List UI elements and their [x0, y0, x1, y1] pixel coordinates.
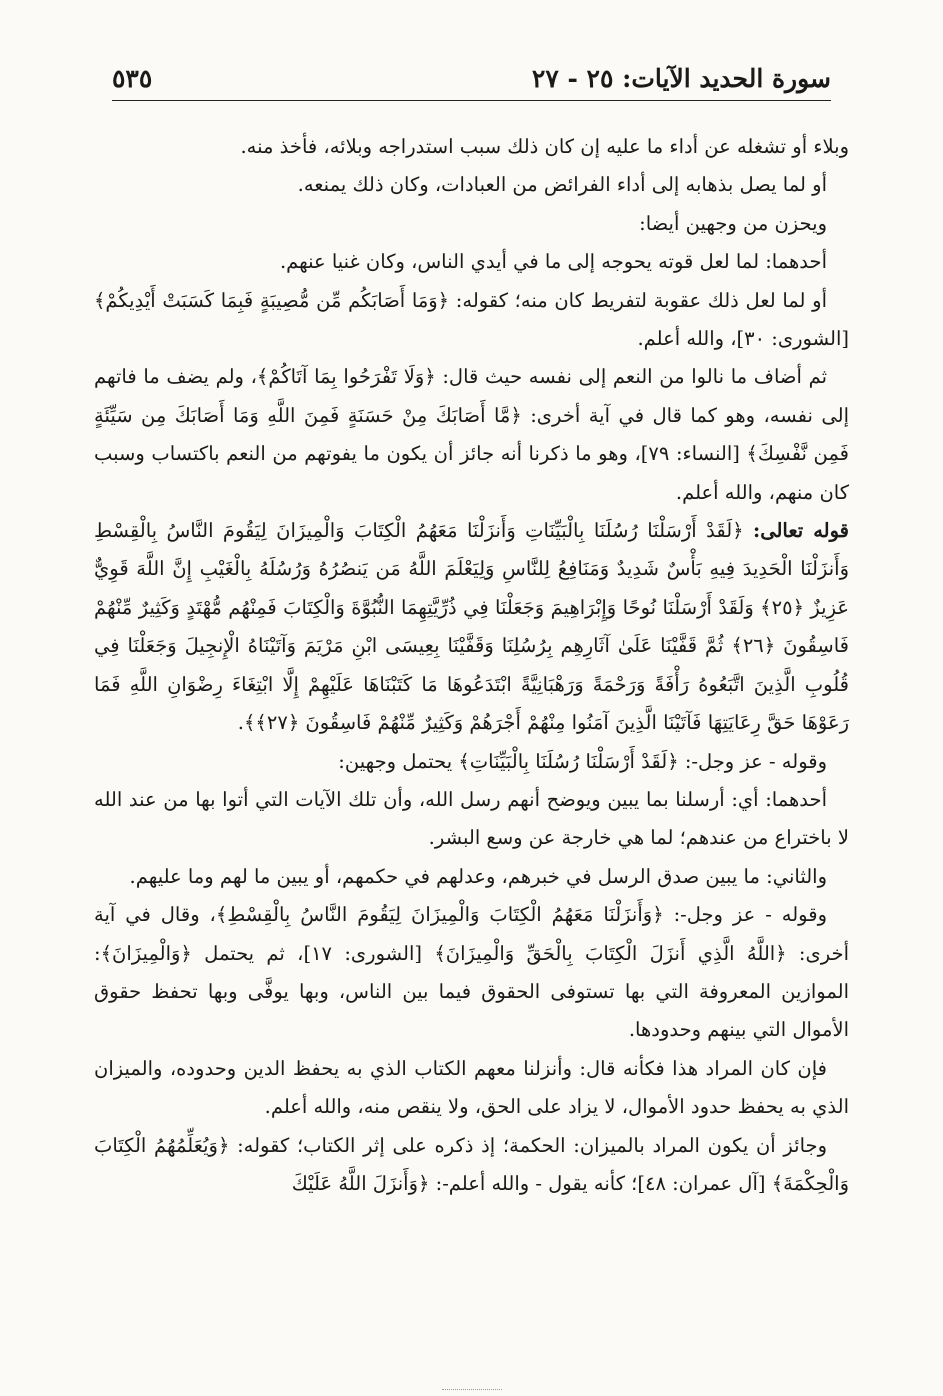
verse-text: ﴿لَقَدْ أَرْسَلْنَا رُسُلَنَا بِالْبَيِّنَاتِ وَأَنزَلْنَا مَعَهُمُ الْكِتَابَ وَالْمِيزَانَ لِيَقُومَ النَّاسُ بِالْقِسْطِ وَأَنزَلْنَا الْحَدِيدَ فِيهِ بَأْسٌ شَدِيدٌ وَمَنَافِعُ لِلنَّاسِ وَلِيَعْلَمَ اللَّهُ مَن يَنصُرُهُ وَرُسُلَهُ بِالْغَيْبِ إِنَّ اللَّهَ قَوِيٌّ عَزِيزٌ ﴿٢٥﴾ وَلَقَدْ أَرْسَلْنَا نُوحًا وَإِبْرَاهِيمَ وَجَعَلْنَا فِي ذُرِّيَّتِهِمَا النُّبُوَّةَ وَالْكِتَابَ فَمِنْهُم مُّهْتَدٍ وَكَثِيرٌ مِّنْهُمْ فَاسِقُونَ ﴿٢٦﴾ ثُمَّ قَفَّيْنَا عَلَىٰ آثَارِهِم بِرُسُلِنَا وَقَفَّيْنَا بِعِيسَى ابْنِ مَرْيَمَ وَآتَيْنَاهُ الْإِنجِيلَ وَجَعَلْنَا فِي قُلُوبِ الَّذِينَ اتَّبَعُوهُ رَأْفَةً وَرَحْمَةً وَرَهْبَانِيَّةً ابْتَدَعُوهَا مَا كَتَبْنَاهَا عَلَيْهِمْ إِلَّا ابْتِغَاءَ رِضْوَانِ اللَّهِ فَمَا رَعَوْهَا حَقَّ رِعَايَتِهَا فَآتَيْنَا الَّذِينَ آمَنُوا مِنْهُمْ أَجْرَهُمْ وَكَثِيرٌ مِّنْهُمْ فَاسِقُونَ ﴿٢٧﴾﴾.	[94, 519, 850, 735]
verse-lead-label: قوله تعالى:	[753, 519, 849, 543]
page-number: ٥٣٥	[112, 64, 153, 93]
paragraph-6: ثم أضاف ما نالوا من النعم إلى نفسه حيث قال: ﴿وَلَا تَفْرَحُوا بِمَا آتَاكُمْ﴾، ولم يضف ما فاتهم إلى نفسه، وهو كما قال في آية أخرى: ﴿مَّا أَصَابَكَ مِنْ حَسَنَةٍ فَمِنَ اللَّهِ وَمَا أَصَابَكَ مِن سَيِّئَةٍ فَمِن نَّفْسِكَ﴾ [النساء: ٧٩]، وهو ما ذكرنا أنه جائز أن يكون ما يفوتهم من النعم باكتساب وسبب كان منهم، والله أعلم.	[94, 365, 849, 504]
paragraph-9: أحدهما: أي: أرسلنا بما يبين ويوضح أنهم رسل الله، وأن تلك الآيات التي أتوا بها من عند الله لا باختراع من عندهم؛ لما هي خارجة عن وسع البشر.	[94, 787, 849, 850]
paragraph-11: وقوله - عز وجل-: ﴿وَأَنزَلْنَا مَعَهُمُ الْكِتَابَ وَالْمِيزَانَ لِيَقُومَ النَّاسُ بِالْقِسْطِ﴾، وقال في آية أخرى: ﴿اللَّهُ الَّذِي أَنزَلَ الْكِتَابَ بِالْحَقِّ وَالْمِيزَانَ﴾ [الشورى: ١٧]، ثم يحتمل ﴿وَالْمِيزَانَ﴾: الموازين المعروفة التي بها تستوفى الحقوق فيما بين الناس، وبها يوفَّى وبها تحفظ حقوق الأموال التي بينهم وحدودها.	[94, 903, 849, 1042]
verse-paragraph	[94, 512, 849, 742]
paragraph-1: وبلاء أو تشغله عن أداء ما عليه إن كان ذلك سبب استدراجه وبلائه، فأخذ منه.	[240, 135, 849, 158]
paragraph-8: وقوله - عز وجل-: ﴿لَقَدْ أَرْسَلْنَا رُسُلَنَا بِالْبَيِّنَاتِ﴾ يحتمل وجهين:	[338, 749, 827, 773]
paragraph-2: أو لما يصل بذهابه إلى أداء الفرائض من العبادات، وكان ذلك يمنعه.	[297, 173, 827, 197]
running-header	[112, 58, 831, 101]
footer-divider	[442, 1389, 502, 1390]
paragraph-5: أو لما لعل ذلك عقوبة لتفريط كان منه؛ كقوله: ﴿وَمَا أَصَابَكُم مِّن مُّصِيبَةٍ فَبِمَا كَسَبَتْ أَيْدِيكُمْ﴾ [الشورى: ٣٠]، والله أعلم.	[94, 288, 849, 351]
paragraph-13: وجائز أن يكون المراد بالميزان: الحكمة؛ إذ ذكره على إثر الكتاب؛ كقوله: ﴿وَيُعَلِّمُهُمُ الْكِتَابَ وَالْحِكْمَةَ﴾ [آل عمران: ٤٨]؛ كأنه يقول - والله أعلم-: ﴿وَأَنزَلَ اللَّهُ عَلَيْكَ	[94, 1133, 849, 1195]
paragraph-12: فإن كان المراد هذا فكأنه قال: وأنزلنا معهم الكتاب الذي به يحفظ الدين وحدوده، والميزان الذي به يحفظ حدود الأموال، لا يزاد على الحق، ولا ينقص منه، والله أعلم.	[94, 1056, 849, 1119]
paragraph-4: أحدهما: لما لعل قوته يحوجه إلى ما في أيدي الناس، وكان غنيا عنهم.	[279, 250, 827, 274]
paragraph-3: ويحزن من وجهين أيضا:	[639, 211, 827, 235]
header-title: سورة الحديد الآيات: ٢٥ - ٢٧	[531, 64, 831, 93]
page-body	[94, 128, 849, 1203]
paragraph-10: والثاني: ما يبين صدق الرسل في خبرهم، وعدلهم في حكمهم، أو يبين ما لهم وما عليهم.	[129, 864, 827, 888]
